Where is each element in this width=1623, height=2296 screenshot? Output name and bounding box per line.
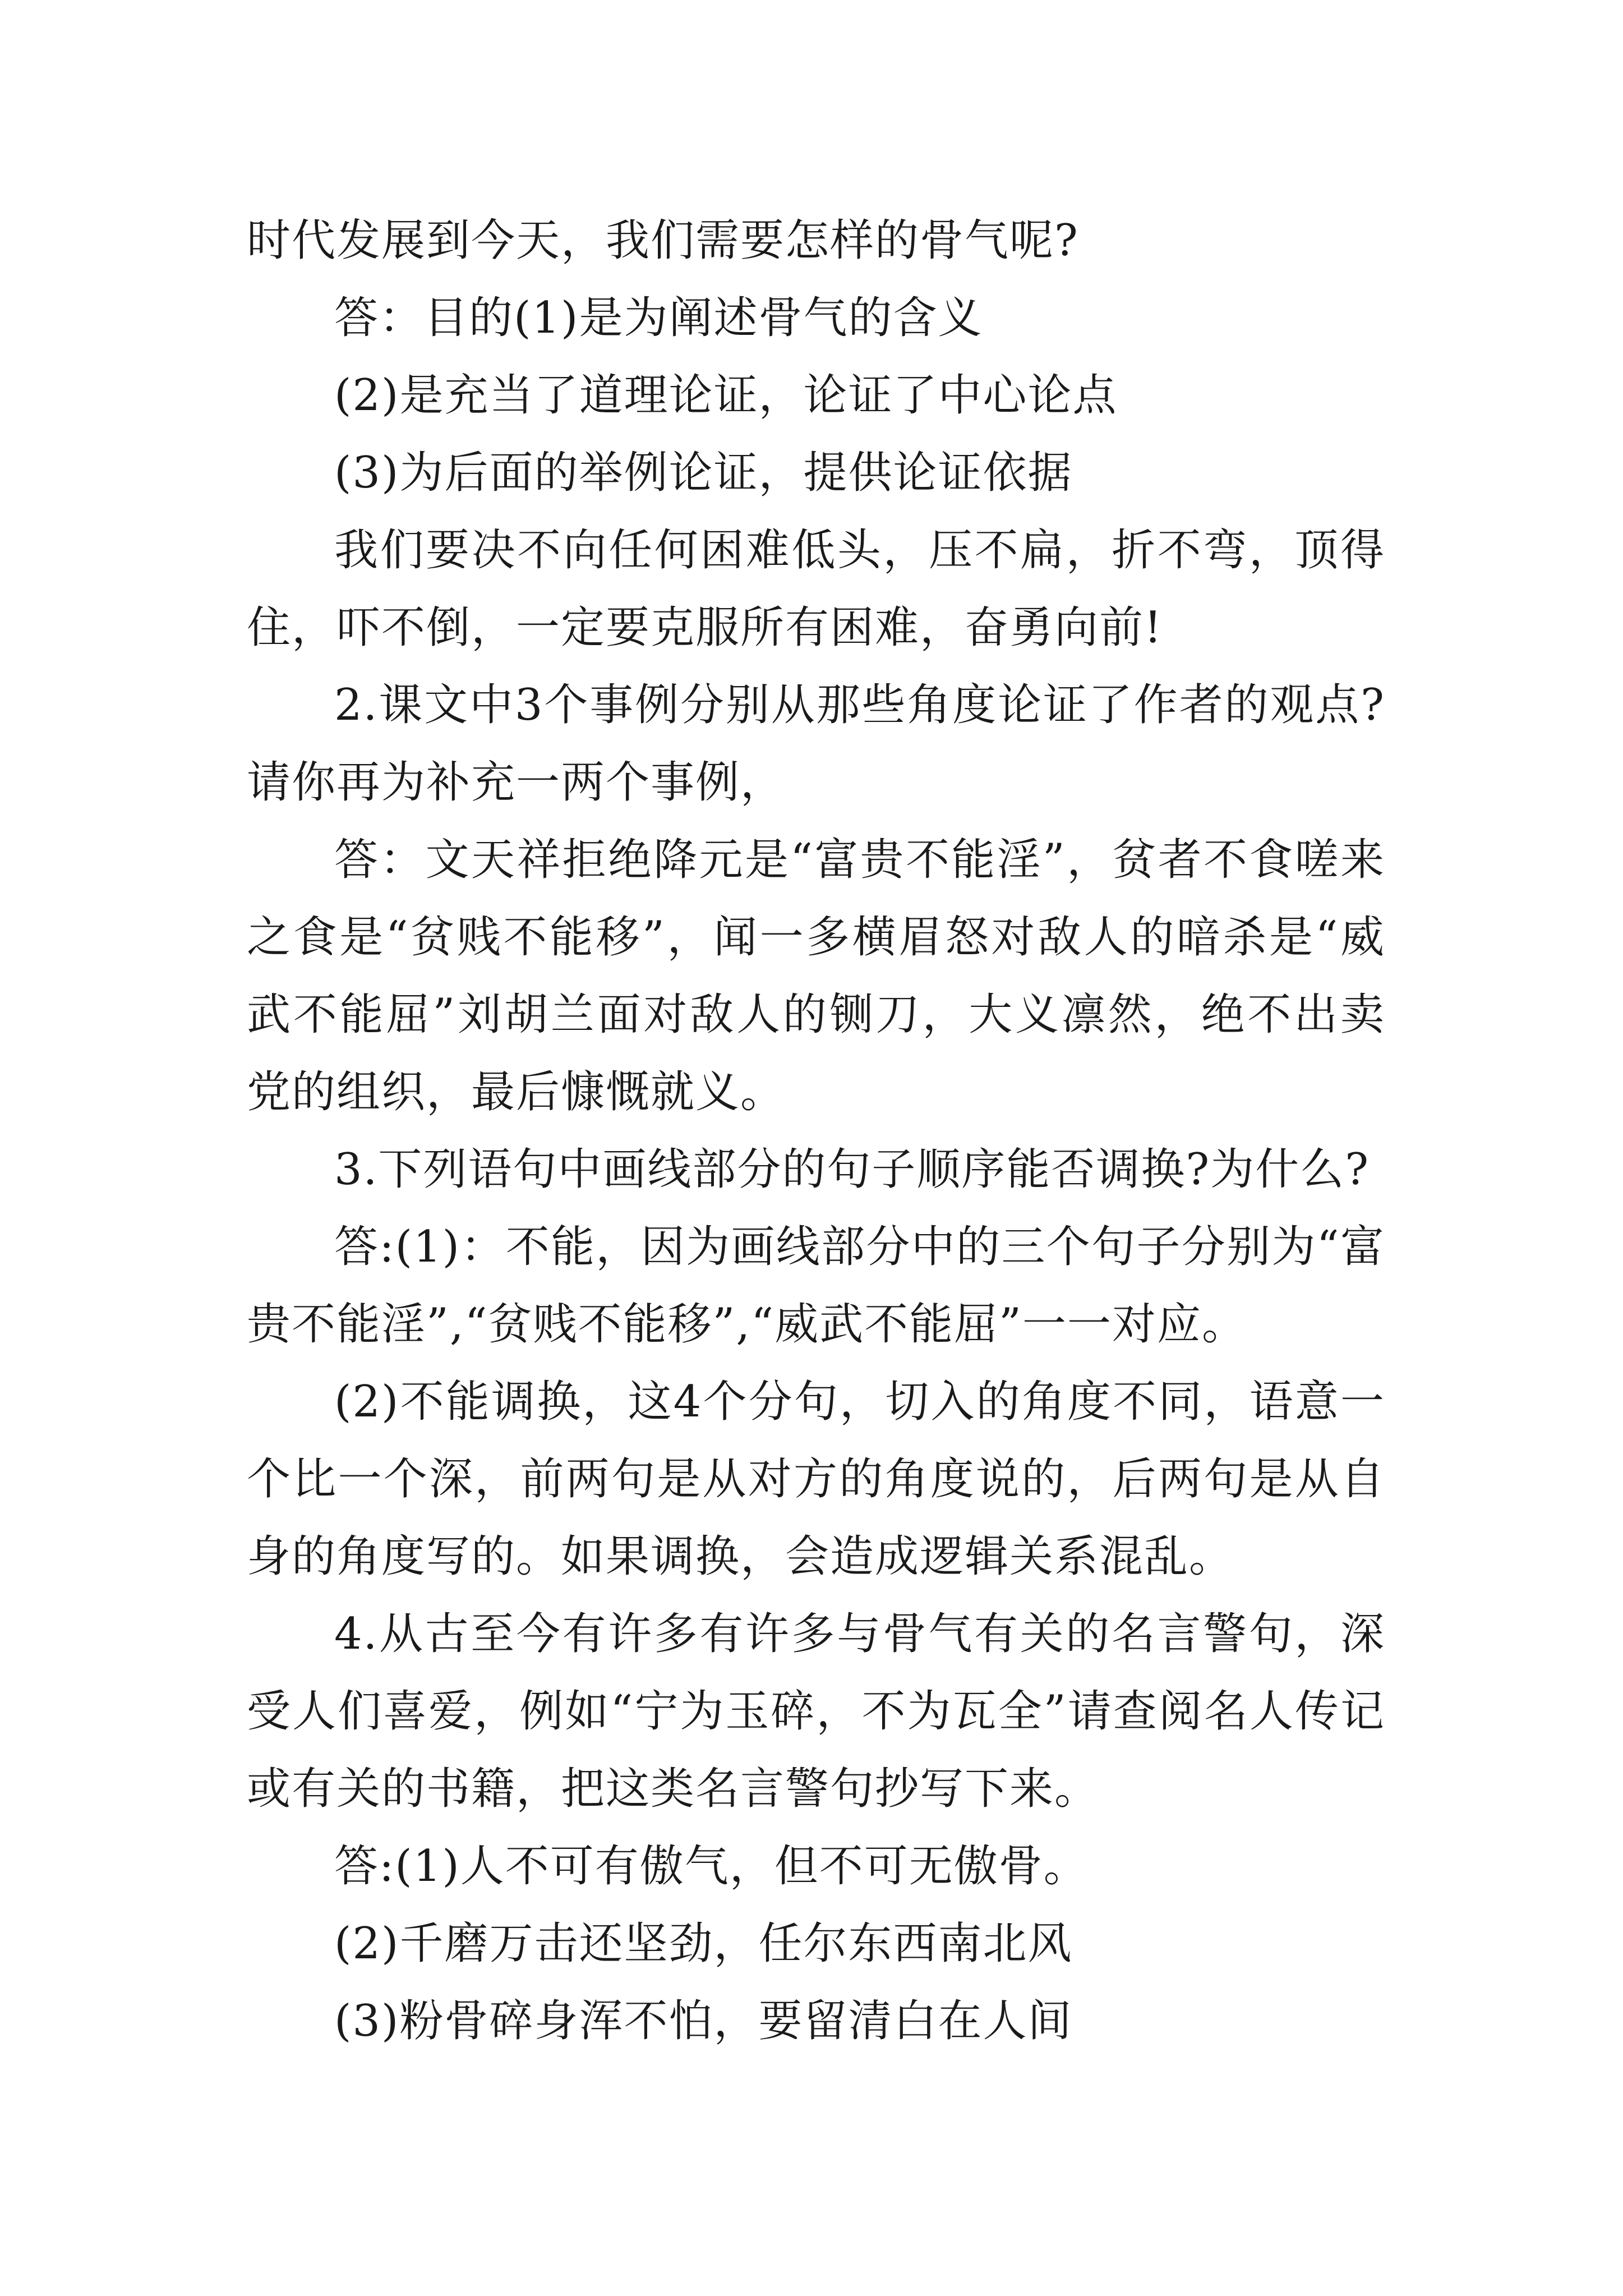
paragraph-answer-1-part-3: (3)为后面的举例论证，提供论证依据 <box>334 448 1073 498</box>
paragraph-answer-1-part-1: 答：目的(1)是为阐述骨气的含义 <box>334 293 983 343</box>
document-body <box>247 202 1385 2060</box>
paragraph-resolve: 我们要决不向任何困难低头，压不扁，折不弯，顶得住，吓不倒，一定要克服所有困难，奋勇向前! <box>247 525 1385 653</box>
paragraph-question-3: 3.下列语句中画线部分的句子顺序能否调换?为什么? <box>334 1144 1370 1195</box>
paragraph-answer-2: 答：文天祥拒绝降元是“富贵不能淫”，贫者不食嗟来之食是“贫贱不能移”，闻一多横眉怒对敌人的暗杀是“威武不能屈”刘胡兰面对敌人的铡刀，大义凛然，绝不出卖党的组织，最后慷慨就义。 <box>247 835 1385 1117</box>
paragraph-answer-4-part-2: (2)千磨万击还坚劲，任尔东西南北风 <box>334 1918 1073 1969</box>
paragraph-answer-4-part-1: 答:(1)人不可有傲气，但不可无傲骨。 <box>334 1841 1089 1892</box>
paragraph-question-4: 4.从古至今有许多有许多与骨气有关的名言警句，深受人们喜爱，例如“宁为玉碎，不为瓦全”请查阅名人传记或有关的书籍，把这类名言警句抄写下来。 <box>247 1609 1385 1814</box>
paragraph-answer-3-part-1: 答:(1)：不能，因为画线部分中的三个句子分别为“富贵不能淫”,“贫贱不能移”,“威武不能屈”一一对应。 <box>247 1222 1385 1350</box>
paragraph-answer-4-part-3: (3)粉骨碎身浑不怕，要留清白在人间 <box>334 1996 1073 2046</box>
paragraph-answer-1-part-2: (2)是充当了道理论证，论证了中心论点 <box>334 370 1118 421</box>
paragraph-question-intro: 时代发展到今天，我们需要怎样的骨气呢? <box>247 215 1079 266</box>
paragraph-answer-3-part-2: (2)不能调换，这4个分句，切入的角度不同，语意一个比一个深，前两句是从对方的角度说的，后两句是从自身的角度写的。如果调换，会造成逻辑关系混乱。 <box>247 1377 1385 1582</box>
paragraph-question-2: 2.课文中3个事例分别从那些角度论证了作者的观点?请你再为补充一两个事例， <box>247 680 1385 808</box>
